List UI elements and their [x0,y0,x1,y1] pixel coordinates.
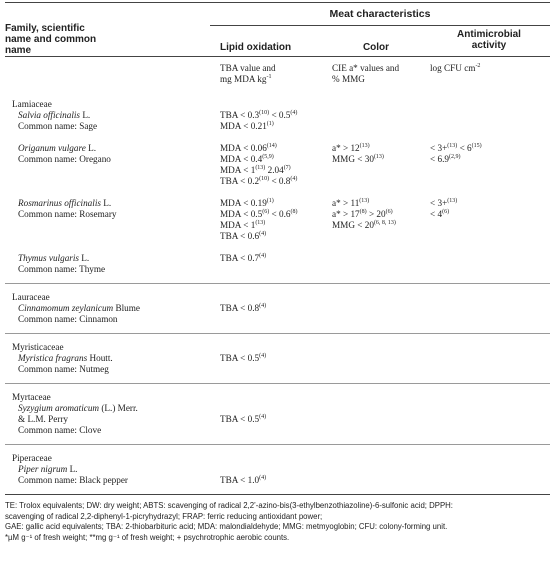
family-name: Lamiaceae [12,99,52,109]
species-cell [5,198,210,242]
common-name: Common name: Oregano [18,154,111,164]
scientific-name: Piper nigrum L. [18,464,78,474]
table-page [2,2,551,578]
family-row [5,342,550,353]
lipid-oxidation-cell [210,253,324,275]
antimicrobial-unit: log CFU $cm^{-2}$ [428,57,550,92]
table-row [5,110,550,132]
antimicrobial-cell [428,198,550,242]
value-line: TBA < $0.5^{(4)}$ [220,414,267,424]
color-cell [324,253,428,275]
antimicrobial-cell [428,353,550,375]
table-row [5,403,550,436]
value-line: < 3+$^{(13)}$ [430,198,458,208]
common-name: Common name: Thyme [18,264,106,274]
value-line: MDA < $0.5^{(6)} < 0.6^{(8)}$ [220,209,298,219]
antimicrobial-cell [428,253,550,275]
table-footnote: TE: Trolox equivalents; DW: dry weight; ABTS: scavenging of radical 2,2’-azino-bis(3-ethylbenzothiazoline)-6-sulfonic acid; DPPH: scavenging of radical 2,2-diphenyl-1-picryhydrazyl; FRAP: ferric reducing antioxidant power; GAE: gallic acid equivalents; TBA: 2-thiobarbituric acid; MDA: malondialdehyde; MMG: metmyoglobin; CFU: colony-forming unit. *µM g⁻¹ of fresh weight; **mg g⁻¹ of fresh weight; + psychrotrophic aerobic counts. [5,494,550,543]
color-cell [324,143,428,187]
table-row [5,143,550,187]
antimicrobial-cell [428,303,550,325]
color-cell [324,198,428,242]
value-line: TBA < $0.7^{(4)}$ [220,253,267,263]
table-row [5,303,550,325]
color-cell [324,303,428,325]
antimicrobial-cell [428,143,550,187]
scientific-name: Myristica fragrans Houtt. [18,353,113,363]
value-line: TBA < $1.0^{(4)}$ [220,475,267,485]
lipid-oxidation-cell [210,303,324,325]
color-cell [324,353,428,375]
table-row [5,353,550,375]
value-line: MDA < $1^{(13)}$ 2.04$^{(7)}$ [220,165,291,175]
value-line: < $3+^{(13)} < 6^{(15)}$ [430,143,482,153]
lipid-oxidation-cell [210,464,324,486]
antimicrobial-cell [428,464,550,486]
table-row [5,253,550,275]
value-line: MDA < $0.21^{(1)}$ [220,121,274,131]
meat-characteristics-header: Meat characteristics [210,3,550,26]
antimicrobial-cell [428,403,550,436]
species-cell [5,110,210,132]
scientific-name: Cinnamomum zeylanicum Blume [18,303,140,313]
common-name: Common name: Cinnamon [18,314,118,324]
species-cell [5,253,210,275]
table-row [5,464,550,486]
lipid-oxidation-cell [210,403,324,436]
lipid-oxidation-cell [210,198,324,242]
species-cell [5,353,210,375]
family-row [5,392,550,403]
species-cell [5,464,210,486]
color-cell [324,110,428,132]
value-line: MDA < $0.06^{(14)}$ [220,143,277,153]
value-line: < $4^{(6)}$ [430,209,450,219]
value-line: MMG < $20^{(6, 8, 13)}$ [332,220,396,230]
species-cell [5,143,210,187]
common-name: Common name: Nutmeg [18,364,109,374]
family-column-header: Family, scientific name and common name [5,3,210,57]
value-line: TBA < $0.3^{(10)} < 0.5^{(4)}$ [220,110,298,120]
table-body [5,91,550,494]
lipid-oxidation-cell [210,110,324,132]
color-unit: CIE a* values and % MMG [324,57,428,92]
value-line: TBA < $0.8^{(4)}$ [220,303,267,313]
common-name: Common name: Sage [18,121,98,131]
color-header: Color [362,42,390,53]
family-row [5,99,550,110]
antimicrobial-cell [428,110,550,132]
value-line: MDA < $1^{(13)}$ [220,220,266,230]
scientific-name: Salvia officinalis L. [18,110,91,120]
value-line: $a* > 11^{(13)}$ [332,198,370,208]
value-line: MDA < $0.19^{(1)}$ [220,198,274,208]
scientific-name: Thymus vulgaris L. [18,253,90,263]
value-line: MDA < $0.4^{(5,9)}$ [220,154,274,164]
meat-characteristics-table [5,2,550,494]
family-row [5,453,550,464]
scientific-name-line-2: & L.M. Perry [18,414,69,424]
family-name: Myrtaceae [12,392,51,402]
table-row [5,198,550,242]
color-cell [324,464,428,486]
scientific-name: Origanum vulgare L. [18,143,97,153]
family-row [5,292,550,303]
family-name: Piperaceae [12,453,52,463]
value-line: < $6.9^{(2,9)}$ [430,154,461,164]
scientific-name: Syzygium aromaticum (L.) Merr. [18,403,138,413]
common-name: Common name: Clove [18,425,102,435]
scientific-name: Rosmarinus officinalis L. [18,198,112,208]
value-line: TBA < $0.2^{(10)} < 0.8^{(4)}$ [220,176,298,186]
value-line: $a* > 12^{(13)}$ [332,143,370,153]
antimicrobial-header: Antimicrobial activity [457,29,521,51]
value-line: $a* > 17^{(8)} > 20^{(6)}$ [332,209,393,219]
family-name: Myristicaceae [12,342,64,352]
lipid-oxidation-header: Lipid oxidation [220,42,292,53]
value-line: MMG < $30^{(13)}$ [332,154,384,164]
lipid-oxidation-cell [210,143,324,187]
lipid-unit: TBA value and mg MDA $kg^{-1}$ [210,57,324,92]
family-name: Lauraceae [12,292,50,302]
species-cell [5,403,210,436]
value-line: TBA < $0.6^{(4)}$ [220,231,267,241]
common-name: Common name: Rosemary [18,209,117,219]
lipid-oxidation-cell [210,353,324,375]
value-line: TBA < $0.5^{(4)}$ [220,353,267,363]
common-name: Common name: Black pepper [18,475,128,485]
species-cell [5,303,210,325]
color-cell [324,403,428,436]
